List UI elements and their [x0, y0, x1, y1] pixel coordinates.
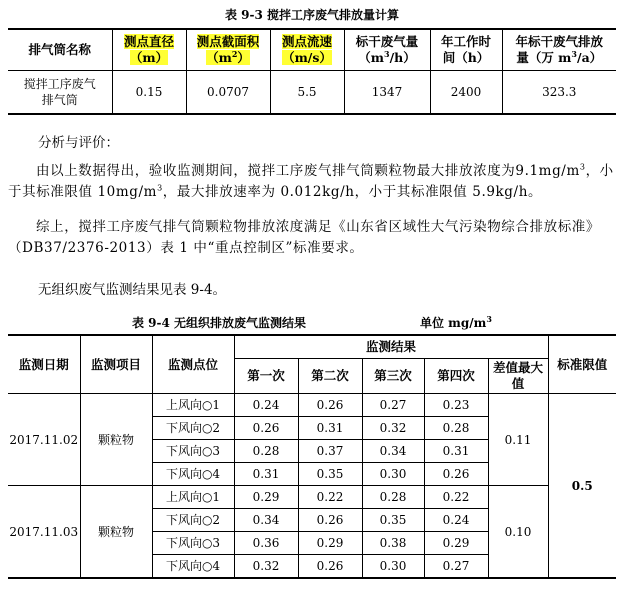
header-diameter: 测点直径 （m） [112, 29, 186, 71]
cell-date: 2017.11.02 [8, 394, 80, 486]
cell-value: 0.30 [362, 555, 424, 579]
table-header-row [8, 29, 616, 71]
table-9-4-title: 表 9-4 无组织排放废气监测结果 [132, 316, 307, 330]
cell-point: 下风向○3 [152, 532, 234, 555]
cell-velocity: 5.5 [270, 71, 344, 115]
cell-std-gas-flow: 1347 [344, 71, 430, 115]
fugitive-emission-table [8, 334, 616, 579]
cell-point: 下风向○4 [152, 555, 234, 579]
table-row [8, 486, 616, 509]
cell-value: 0.32 [234, 555, 298, 579]
cell-annual-hours: 2400 [430, 71, 502, 115]
analysis-heading: 分析与评价： [38, 135, 119, 151]
cell-value: 0.27 [424, 555, 488, 579]
cell-item: 颗粒物 [80, 394, 152, 486]
cell-value: 0.35 [362, 509, 424, 532]
header-maxdiff: 差值最大值 [488, 359, 548, 394]
cell-value: 0.26 [298, 555, 362, 579]
cell-value: 0.24 [234, 394, 298, 417]
cell-point: 上风向○1 [152, 486, 234, 509]
cell-value: 0.29 [234, 486, 298, 509]
cell-value: 0.22 [424, 486, 488, 509]
cell-point: 下风向○3 [152, 440, 234, 463]
header-std-gas-flow: 标干废气量 $(m^3/h)$ [344, 29, 430, 71]
cell-maxdiff: 0.11 [488, 394, 548, 486]
cell-value: 0.31 [234, 463, 298, 486]
table-9-3-caption: 表 9-3 搅拌工序废气排放量计算 [224, 8, 400, 22]
header-stack-name: 排气筒名称 [8, 29, 112, 71]
header-third: 第三次 [362, 359, 424, 394]
cell-stack-name: 搅拌工序废气 排气筒 [23, 77, 96, 107]
cell-value: 0.27 [362, 394, 424, 417]
header-annual-emission: 年标干废气排放 量（万 $m^3/a$） [502, 29, 616, 71]
cell-value: 0.37 [298, 440, 362, 463]
header-date: 监测日期 [8, 335, 80, 394]
cell-value: 0.29 [424, 532, 488, 555]
cell-point: 下风向○4 [152, 463, 234, 486]
cell-point: 上风向○1 [152, 394, 234, 417]
cell-value: 0.38 [362, 532, 424, 555]
header-fourth: 第四次 [424, 359, 488, 394]
analysis-paragraph: 由以上数据得出，验收监测期间，搅拌工序废气排气筒颗粒物最大排放浓度为$9.1mg/m^3$，小于其标准限值 $10mg/m^3$，最大排放速率为 0.012kg/h，小于其标准限值 5.9kg/h。 [8, 162, 614, 200]
cell-value: 0.35 [298, 463, 362, 486]
table-header-row [8, 335, 616, 359]
cell-value: 0.36 [234, 532, 298, 555]
header-velocity: 测点流速 （m/s） [270, 29, 344, 71]
cell-value: 0.34 [362, 440, 424, 463]
cell-value: 0.26 [234, 417, 298, 440]
cell-value: 0.26 [298, 394, 362, 417]
header-first: 第一次 [234, 359, 298, 394]
header-annual-hours: 年工作时 间（h） [430, 29, 502, 71]
header-point: 监测点位 [152, 335, 234, 394]
cell-value: 0.28 [424, 417, 488, 440]
cell-item: 颗粒物 [80, 486, 152, 579]
header-item: 监测项目 [80, 335, 152, 394]
cell-value: 0.34 [234, 509, 298, 532]
header-limit: 标准限值 [548, 335, 616, 394]
cell-limit: 0.5 [548, 394, 616, 579]
cell-value: 0.24 [424, 509, 488, 532]
conclusion-paragraph: 综上，搅拌工序废气排气筒颗粒物排放浓度满足《山东省区域性大气污染物综合排放标准》（DB37/2376-2013）表 1 中“重点控制区”标准要求。 [8, 219, 600, 256]
emission-calculation-table [8, 28, 616, 115]
cell-value: 0.31 [298, 417, 362, 440]
cell-diameter: 0.15 [112, 71, 186, 115]
header-second: 第二次 [298, 359, 362, 394]
cell-value: 0.28 [234, 440, 298, 463]
cell-point: 下风向○2 [152, 417, 234, 440]
cell-point: 下风向○2 [152, 509, 234, 532]
cell-value: 0.31 [424, 440, 488, 463]
cell-value: 0.32 [362, 417, 424, 440]
cell-date: 2017.11.03 [8, 486, 80, 579]
cell-value: 0.26 [424, 463, 488, 486]
cell-annual-emission: 323.3 [502, 71, 616, 115]
cell-cross-section: 0.0707 [186, 71, 270, 115]
cell-value: 0.29 [298, 532, 362, 555]
reference-paragraph: 无组织废气监测结果见表 9-4。 [38, 282, 227, 298]
cell-value: 0.30 [362, 463, 424, 486]
cell-value: 0.26 [298, 509, 362, 532]
header-results: 监测结果 [234, 335, 548, 359]
table-row [8, 394, 616, 417]
table-9-4-unit: 单位 $mg/m^3$ [420, 314, 492, 330]
cell-value: 0.28 [362, 486, 424, 509]
cell-maxdiff: 0.10 [488, 486, 548, 579]
header-cross-section: 测点截面积 $(m^2)$ [186, 29, 270, 71]
table-row [8, 71, 616, 115]
cell-value: 0.22 [298, 486, 362, 509]
cell-value: 0.23 [424, 394, 488, 417]
